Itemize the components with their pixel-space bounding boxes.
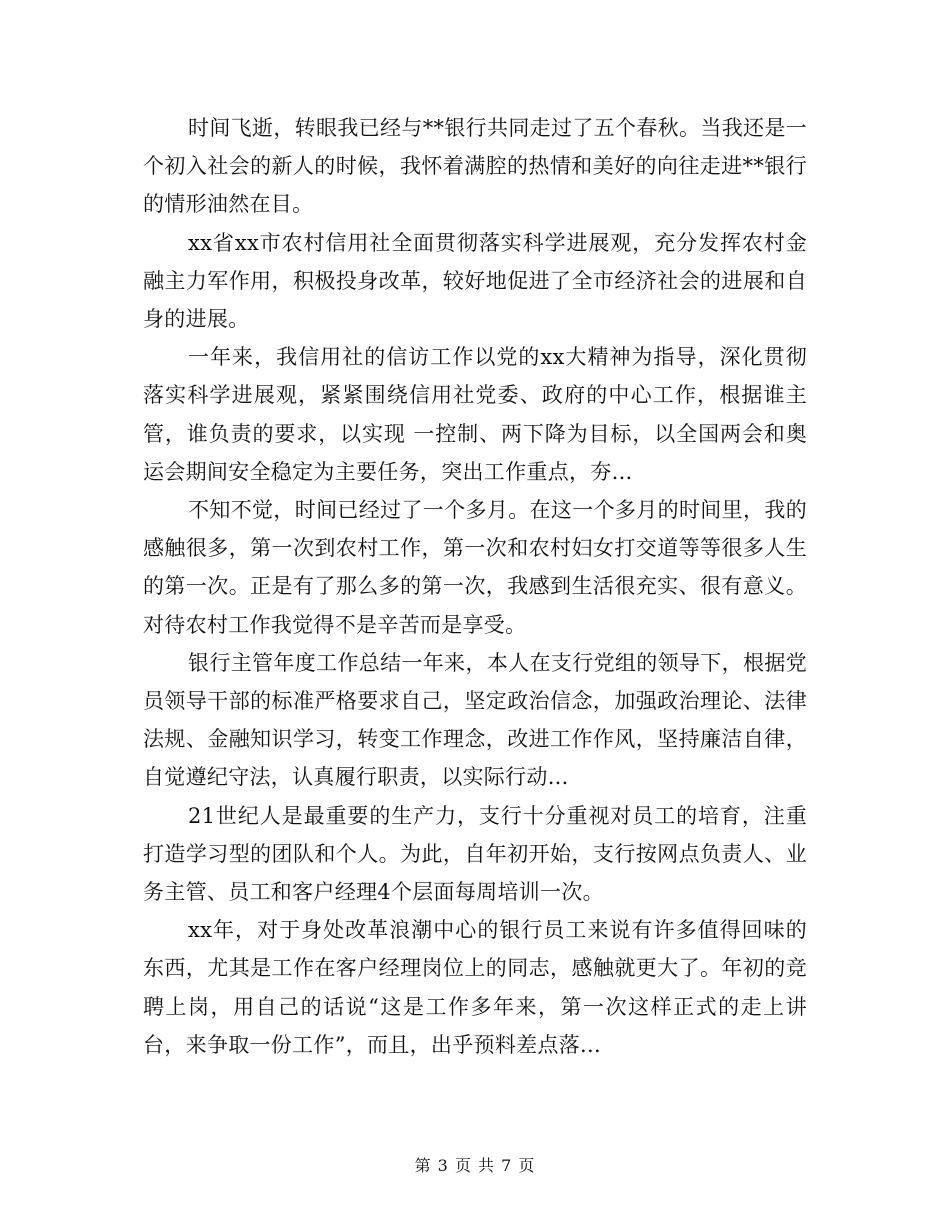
document-body xyxy=(143,109,807,1064)
page-footer: 第 3 页 共 7 页 xyxy=(414,1156,536,1175)
paragraph-3: 一年来，我信用社的信访工作以党的xx大精神为指导，深化贯彻落实科学进展观，紧紧围绕信用社党委、政府的中心工作，根据谁主管，谁负责的要求，以实现 一控制、两下降为目标，以全国两会和奥运会期间安全稳定为主要任务，突出工作重点，夯... xyxy=(143,345,807,484)
paragraph-4: 不知不觉，时间已经过了一个多月。在这一个多月的时间里，我的感触很多，第一次到农村工作，第一次和农村妇女打交道等等很多人生的第一次。正是有了那么多的第一次，我感到生活很充实、很有意义。对待农村工作我觉得不是辛苦而是享受。 xyxy=(143,498,807,637)
paragraph-6: 21世纪人是最重要的生产力，支行十分重视对员工的培育，注重打造学习型的团队和个人。为此，自年初开始，支行按网点负责人、业务主管、员工和客户经理4个层面每周培训一次。 xyxy=(143,803,807,905)
paragraph-2: xx省xx市农村信用社全面贯彻落实科学进展观，充分发挥农村金融主力军作用，积极投身改革，较好地促进了全市经济社会的进展和自身的进展。 xyxy=(143,230,807,332)
paragraph-5: 银行主管年度工作总结一年来，本人在支行党组的领导下，根据党员领导干部的标准严格要求自己，坚定政治信念，加强政治理论、法律法规、金融知识学习，转变工作理念，改进工作作风，坚持廉洁自律，自觉遵纪守法，认真履行职责，以实际行动... xyxy=(143,650,807,790)
paragraph-7: xx年，对于身处改革浪潮中心的银行员工来说有许多值得回味的东西，尤其是工作在客户经理岗位上的同志，感触就更大了。年初的竞聘上岗，用自己的话说“这是工作多年来，第一次这样正式的走上讲台，来争取一份工作”，而且，出乎预料差点落... xyxy=(143,918,807,1057)
paragraph-1: 时间飞逝，转眼我已经与**银行共同走过了五个春秋。当我还是一个初入社会的新人的时候，我怀着满腔的热情和美好的向往走进**银行的情形油然在目。 xyxy=(143,116,807,217)
